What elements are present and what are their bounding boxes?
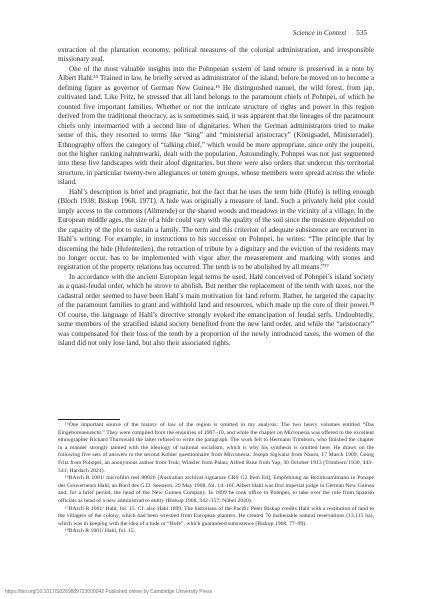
running-head [293, 29, 367, 37]
footnote: ¹⁸BArch R 1001/ Hahl, fol. 15. [65, 528, 136, 535]
body-text [58, 46, 374, 349]
doi-footer-link[interactable]: https://doi.org/10.1017/S0269889723000042 Published online by Cambridge University Press [5, 589, 213, 595]
page-number: 535 [356, 29, 367, 37]
paragraph: In accordance with the ancient European legal terms he used, Hahl conceived of Pohnpei’s island society as a quasi-feudal order, which he strove to abolish. But neither the replacement of the tenth with taxes, nor the cadastral order seemed to have been Hahl’s main motivation for land reform. Rather, he targeted the capacity of the paramount families to grant and withhold land and resources, which made up the core of their power.¹⁸ Of course, the language of Hahl’s directive strongly evoked the emancipation of feudal serfs. Undoubtedly, some members of the stratified island society benefited from the new land order, and while the “aristocracy” was compensated for their loss of the tenth by a proportion of the newly introduced taxes, the women of the island did not only lose land, but also their associated rights. [58, 272, 374, 348]
paragraph: One of the most valuable insights into the Pohnpeian system of land tenure is preserved in a note by Albert Hahl.¹⁵ Trained in law, he briefly served as administrator of the island, before he moved on to become a defining figure as governor of German New Guinea.¹⁶ He distinguished nanuel, the wild forest, from jap, cultivated land. Like Fritz, he stressed that all land belongs to the paramount chiefs of Pohnpei, of which he counted five important families. Whether or not the intricate structure of rights and power in this region derived from the traditional theocracy, as is sometimes said, it was apparent that the lineages of the paramount chiefs only intermarried with a second line of dignitaries. When the German administrators tried to make sense of this, they resorted to terms like “king” and “ministerial aristocracy” (Königsadel, Ministeradel). Ethnography offers the category of “talking chief,” which would be more appropriate, since only the joupeiti, not the higher ranking nahnmwarki, dealt with the population. Astoundingly, Pohnpei was not just segmented into these five landscapes with their aloof dignitaries, but there were also orders that undercut this territorial structure, in particular twenty-two allegiances or totem groups, whose members were spread across the whole island. [58, 64, 374, 187]
paragraph: Hahl’s description is brief and pragmatic, but the fact that he uses the term hide (Hufe) is telling enough (Bloch 1938; Biskup 1968, 1971). A hide was originally a measure of land. Such a privately held plot could imply access to the commons (Allmende) or the shared woods and meadows in the vicinity of a village. In the European middle ages, the size of a hide could vary with the quality of the soil since the measure depended on the capacity of the plot to sustain a family. The term and this criterion of adequate subsistence are recurrent in Hahl’s writing. For example, in instructions to his successor on Pohnpei, he writes: “The principle that by discerning the hide (Hufenteilen), the retraction of tribute by a dignitary and the eviction of the residents may no longer occur, has to be implemented with vigor after the measurement and marking with stones and registration of the property relations has occurred. The tenth is to be abolished by all means.”¹⁷ [58, 187, 374, 272]
footnote: ¹⁶BArch R 1001/ microfilm reel 80026 [Australian archival signature CRS G2 Item Ed], Empfehlung an Bezirksamtmann in Ponape des Gouverneurs Hahl, an Bord des G.D. Seestern, 29 May 1908, fol. 14–16f. Albert Hahl was first imperial judge in German New Guinea and, for a brief period, the head of the New Guinea Company. In 1899 he took office in Pohnpei, to take over the rule from Spanish officials as head of a new administrative entity (Biskup 1968, 342–357; Nübel 2020). [58, 475, 374, 504]
footnote: ¹⁷BArch R 1001/ Hahl, fol. 15. Cf. also Hahl 1899. The historians of the Pacific Peter Biskup credits Hahl with a restitution of land to the villagers of the colony, which had been wrestled from European planters. He created 70 inalienable natural reservations (13,115 ha), which was in keeping with the idea of a hide or “Hufe”, which guaranteed subsistence (Biskup 1968, 77–99). [58, 505, 374, 527]
footnote: ¹⁵One important source of the history of law of the region is omitted in my analysis: The two heavy volumes entitled “Das Eingeborenenrecht.” They were compiled from the enquiries of 1907–10, and while the chapter on Micronesia was offered to the excellent ethnographer Richard Thurnwald the latter refused to write the paragraph. The work fell to Hermann Trimborn, who finished the chapter in a manner strongly tainted with the ideology of national socialism, which is why his synthesis is omitted here. He draws on the following five sets of answers to the second Kohler questionnaire from Micronesia: Joseph Sigwanz from Nauru, 17 March 1909; Georg Fritz from Pohnpei, an anonymous author from Truk; Winkler from Palau; Alfred Buse from Yap, 30 October 1913 (Trimborn 1930, 443–541; Hardach 2021). [58, 422, 374, 474]
paragraph: extraction of the plantation economy, political measures of the colonial administration, and irresponsible missionary zeal. [58, 46, 374, 64]
footnote-divider [58, 419, 120, 420]
journal-title: Science in Context [292, 29, 347, 37]
footnotes [58, 422, 374, 536]
